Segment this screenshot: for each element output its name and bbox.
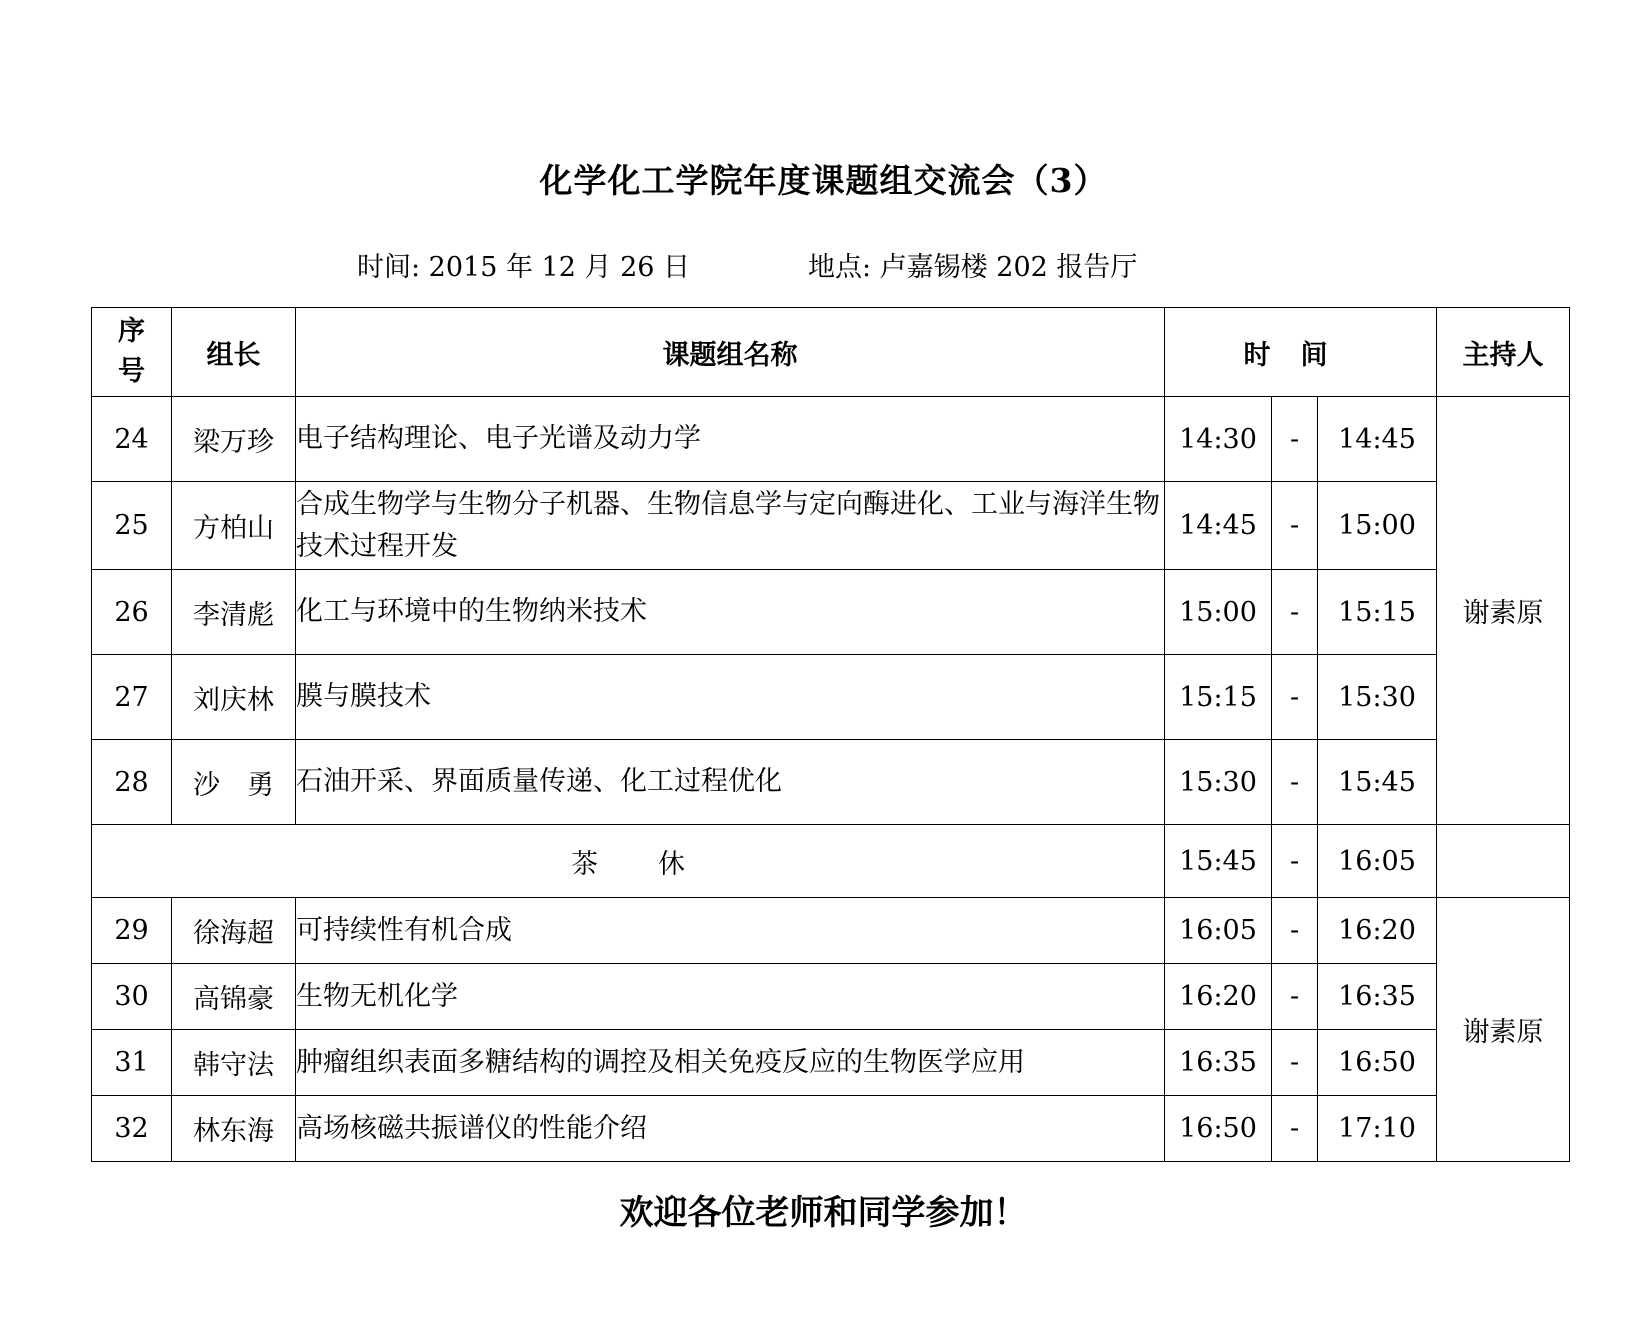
row-start: 16:20 [1165,964,1272,1030]
row-end: 15:00 [1318,482,1437,570]
row-end: 16:35 [1318,964,1437,1030]
row-dash: - [1272,898,1318,964]
row-start: 16:50 [1165,1096,1272,1162]
row-end: 15:15 [1318,570,1437,655]
row-dash: - [1272,570,1318,655]
host-block-1: 谢素原 [1437,397,1570,825]
row-seq: 32 [92,1096,172,1162]
break-label-b: 休 [658,848,685,880]
break-label-a: 茶 [571,848,598,880]
break-row [92,825,1570,898]
welcome-footer: 欢迎各位老师和同学参加！ [619,1193,1028,1233]
row-group: 合成生物学与生物分子机器、生物信息学与定向酶进化、工业与海洋生物技术过程开发 [296,482,1165,570]
row-start: 16:35 [1165,1030,1272,1096]
row-seq: 26 [92,570,172,655]
header-time: 时间 [1165,308,1437,397]
table-row [92,482,1570,570]
row-end: 16:50 [1318,1030,1437,1096]
row-start: 16:05 [1165,898,1272,964]
header-seq-line2: 号 [118,356,145,387]
row-group: 石油开采、界面质量传递、化工过程优化 [296,740,1165,825]
row-end: 17:10 [1318,1096,1437,1162]
row-leader: 刘庆林 [172,655,296,740]
schedule-table [91,307,1570,1162]
event-place: 地点: 卢嘉锡楼 202 报告厅 [808,252,1138,283]
row-leader: 沙 勇 [172,740,296,825]
row-seq: 24 [92,397,172,482]
row-dash: - [1272,397,1318,482]
row-leader: 徐海超 [172,898,296,964]
table-row [92,1096,1570,1162]
row-dash: - [1272,1096,1318,1162]
table-row [92,570,1570,655]
row-end: 15:30 [1318,655,1437,740]
row-group: 肿瘤组织表面多糖结构的调控及相关免疫反应的生物医学应用 [296,1030,1165,1096]
row-group: 可持续性有机合成 [296,898,1165,964]
row-group: 膜与膜技术 [296,655,1165,740]
row-group: 生物无机化学 [296,964,1165,1030]
row-leader: 方柏山 [172,482,296,570]
row-leader: 李清彪 [172,570,296,655]
row-end: 14:45 [1318,397,1437,482]
break-end: 16:05 [1318,825,1437,898]
row-leader: 梁万珍 [172,397,296,482]
row-leader: 韩守法 [172,1030,296,1096]
row-start: 15:00 [1165,570,1272,655]
row-seq: 28 [92,740,172,825]
table-row [92,898,1570,964]
row-dash: - [1272,1030,1318,1096]
row-group: 电子结构理论、电子光谱及动力学 [296,397,1165,482]
row-group: 化工与环境中的生物纳米技术 [296,570,1165,655]
header-seq-line1: 序 [118,316,145,347]
row-seq: 30 [92,964,172,1030]
header-group: 课题组名称 [296,308,1165,397]
table-row [92,397,1570,482]
row-dash: - [1272,482,1318,570]
table-row [92,1030,1570,1096]
row-seq: 25 [92,482,172,570]
break-label [92,825,1165,898]
row-start: 14:45 [1165,482,1272,570]
row-end: 15:45 [1318,740,1437,825]
event-time: 时间: 2015 年 12 月 26 日 [357,252,691,283]
header-host: 主持人 [1437,308,1570,397]
row-start: 15:30 [1165,740,1272,825]
row-seq: 27 [92,655,172,740]
header-leader: 组长 [172,308,296,397]
table-row [92,740,1570,825]
break-host-empty [1437,825,1570,898]
table-row [92,964,1570,1030]
row-dash: - [1272,964,1318,1030]
header-row [92,308,1570,397]
row-leader: 林东海 [172,1096,296,1162]
row-start: 14:30 [1165,397,1272,482]
header-seq [92,308,172,397]
row-seq: 31 [92,1030,172,1096]
break-dash: - [1272,825,1318,898]
break-start: 15:45 [1165,825,1272,898]
table-row [92,655,1570,740]
page-title: 化学化工学院年度课题组交流会（3） [539,161,1108,200]
row-end: 16:20 [1318,898,1437,964]
row-start: 15:15 [1165,655,1272,740]
host-block-2: 谢素原 [1437,898,1570,1162]
row-dash: - [1272,655,1318,740]
row-group: 高场核磁共振谱仪的性能介绍 [296,1096,1165,1162]
row-seq: 29 [92,898,172,964]
row-dash: - [1272,740,1318,825]
row-leader: 高锦豪 [172,964,296,1030]
